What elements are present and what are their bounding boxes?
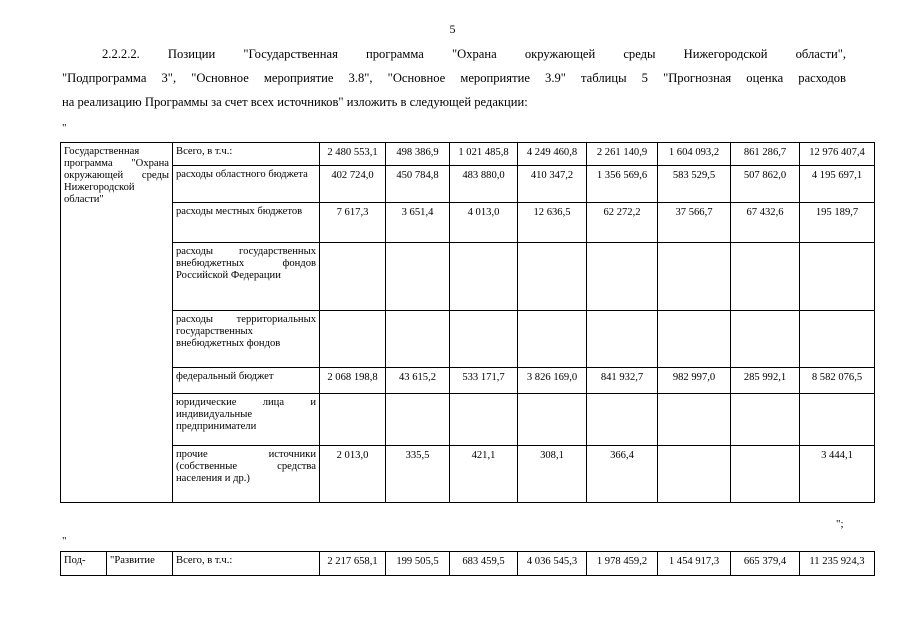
value-cell: 410 347,2	[518, 166, 587, 203]
value-cell: 450 784,8	[386, 166, 450, 203]
amendment-paragraph	[62, 42, 846, 114]
value-cell: 861 286,7	[731, 143, 800, 166]
value-cell: 12 976 407,4	[800, 143, 875, 166]
subprogram-table	[60, 551, 875, 576]
value-cell: 4 195 697,1	[800, 166, 875, 203]
value-cell	[658, 243, 731, 311]
value-cell: 12 636,5	[518, 203, 587, 243]
value-cell: 366,4	[587, 446, 658, 503]
row-label-local-budgets: расходы местных бюджетов	[173, 203, 320, 243]
value-cell: 1 454 917,3	[658, 552, 731, 576]
value-cell: 2 068 198,8	[320, 368, 386, 394]
value-cell	[587, 394, 658, 446]
value-cell: 665 379,4	[731, 552, 800, 576]
value-cell	[320, 243, 386, 311]
value-cell	[450, 311, 518, 368]
value-cell	[731, 243, 800, 311]
row-label-federal-funds: расходы государственных внебюджетных фондов Российской Федерации	[173, 243, 320, 311]
value-cell: 8 582 076,5	[800, 368, 875, 394]
subprogram-name-cell: "Развитие	[107, 552, 173, 576]
expenses-table	[60, 142, 875, 503]
value-cell: 11 235 924,3	[800, 552, 875, 576]
value-cell: 683 459,5	[450, 552, 518, 576]
value-cell: 4 036 545,3	[518, 552, 587, 576]
value-cell	[386, 243, 450, 311]
close-quote-1: ";	[836, 518, 844, 530]
value-cell: 2 217 658,1	[320, 552, 386, 576]
value-cell	[386, 311, 450, 368]
value-cell	[518, 394, 587, 446]
value-cell	[731, 311, 800, 368]
paragraph-line-2: "Подпрограмма 3", "Основное мероприятие 3.8", "Основное мероприятие 3.9" таблицы 5 "Прогнозная оценка расходов	[62, 71, 846, 85]
value-cell: 2 261 140,9	[587, 143, 658, 166]
value-cell: 335,5	[386, 446, 450, 503]
value-cell	[450, 243, 518, 311]
value-cell: 43 615,2	[386, 368, 450, 394]
value-cell: 421,1	[450, 446, 518, 503]
value-cell	[386, 394, 450, 446]
value-cell	[731, 446, 800, 503]
value-cell: 308,1	[518, 446, 587, 503]
value-cell	[587, 311, 658, 368]
paragraph-line-3: на реализацию Программы за счет всех источников" изложить в следующей редакции:	[62, 95, 528, 109]
value-cell	[518, 243, 587, 311]
value-cell: 1 356 569,6	[587, 166, 658, 203]
paragraph-line-1: 2.2.2.2. Позиции "Государственная программа "Охрана окружающей среды Нижегородской области",	[102, 47, 846, 61]
value-cell	[518, 311, 587, 368]
value-cell	[731, 394, 800, 446]
value-cell: 483 880,0	[450, 166, 518, 203]
value-cell: 199 505,5	[386, 552, 450, 576]
program-name-cell: Государственная программа "Охрана окружающей среды Нижегородской области"	[61, 143, 173, 503]
value-cell: 3 826 169,0	[518, 368, 587, 394]
row-label-territorial-funds: расходы территориальных государственных внебюджетных фондов	[173, 311, 320, 368]
subprogram-label-cell: Под-	[61, 552, 107, 576]
value-cell: 841 932,7	[587, 368, 658, 394]
value-cell: 1 604 093,2	[658, 143, 731, 166]
value-cell: 583 529,5	[658, 166, 731, 203]
page-number: 5	[449, 22, 456, 36]
value-cell: 4 013,0	[450, 203, 518, 243]
value-cell: 533 171,7	[450, 368, 518, 394]
value-cell: 7 617,3	[320, 203, 386, 243]
value-cell: 982 997,0	[658, 368, 731, 394]
value-cell	[587, 243, 658, 311]
value-cell: 1 978 459,2	[587, 552, 658, 576]
row-label-other-sources: прочие источники (собственные средства населения и др.)	[173, 446, 320, 503]
value-cell	[450, 394, 518, 446]
value-cell: 402 724,0	[320, 166, 386, 203]
value-cell: 498 386,9	[386, 143, 450, 166]
value-cell: 507 862,0	[731, 166, 800, 203]
value-cell: 62 272,2	[587, 203, 658, 243]
value-cell: 285 992,1	[731, 368, 800, 394]
row-label-total: Всего, в т.ч.:	[173, 552, 320, 576]
value-cell: 195 189,7	[800, 203, 875, 243]
value-cell: 67 432,6	[731, 203, 800, 243]
value-cell: 2 480 553,1	[320, 143, 386, 166]
value-cell	[658, 446, 731, 503]
row-label-legal-entities: юридические лица и индивидуальные предприниматели	[173, 394, 320, 446]
value-cell	[800, 394, 875, 446]
value-cell: 37 566,7	[658, 203, 731, 243]
row-label-total: Всего, в т.ч.:	[173, 143, 320, 166]
value-cell	[658, 311, 731, 368]
value-cell	[320, 394, 386, 446]
value-cell: 1 021 485,8	[450, 143, 518, 166]
row-label-federal-budget: федеральный бюджет	[173, 368, 320, 394]
open-quote-2: "	[62, 535, 67, 547]
value-cell	[800, 311, 875, 368]
value-cell	[320, 311, 386, 368]
value-cell: 4 249 460,8	[518, 143, 587, 166]
value-cell	[800, 243, 875, 311]
value-cell: 3 444,1	[800, 446, 875, 503]
value-cell: 2 013,0	[320, 446, 386, 503]
open-quote-1: "	[62, 122, 67, 134]
row-label-regional-budget: расходы областного бюджета	[173, 166, 320, 203]
value-cell: 3 651,4	[386, 203, 450, 243]
value-cell	[658, 394, 731, 446]
